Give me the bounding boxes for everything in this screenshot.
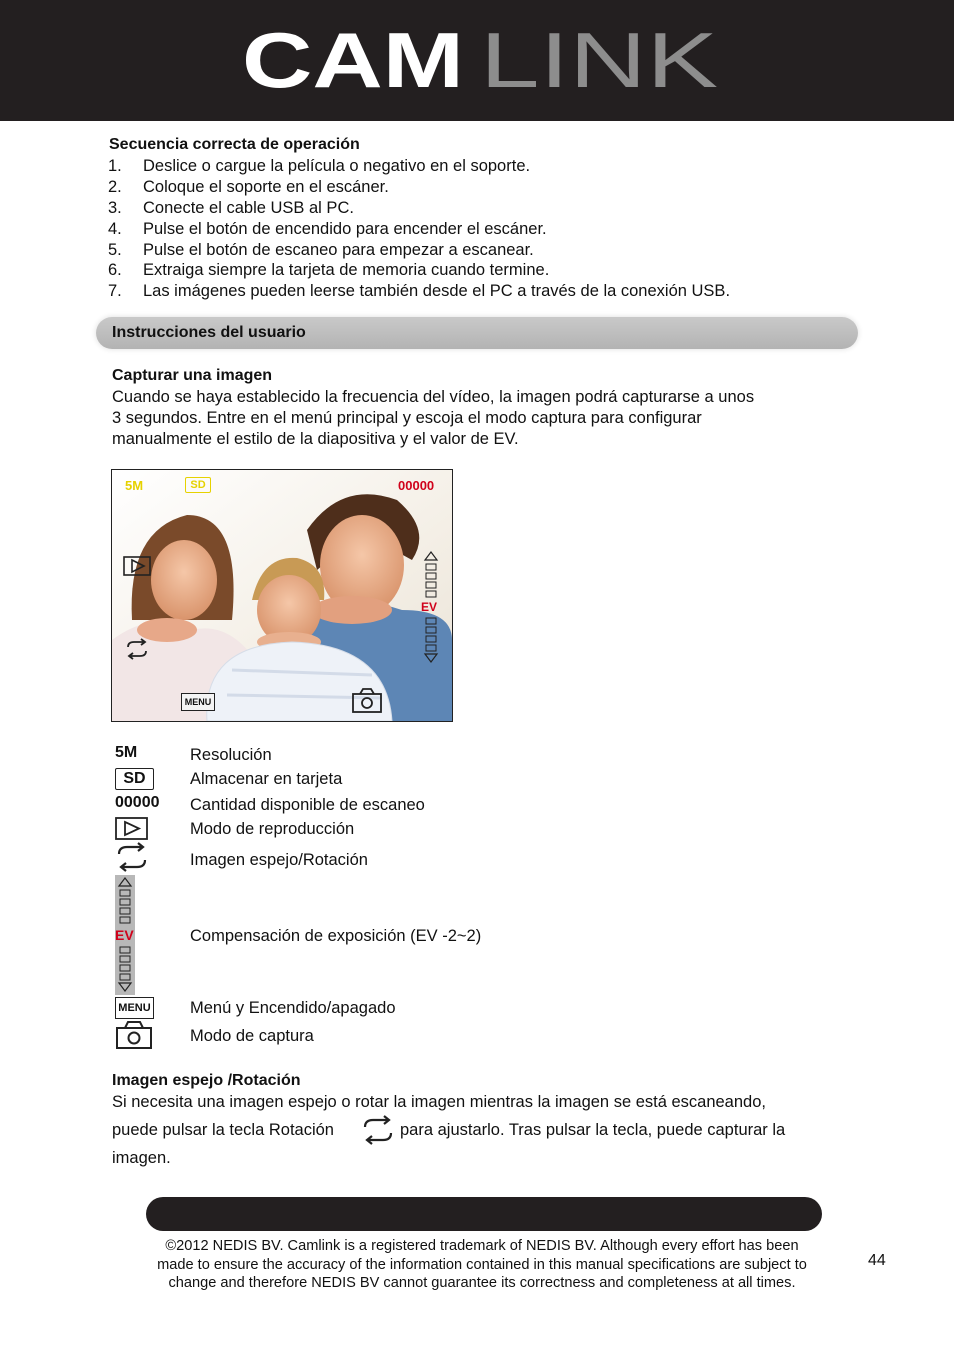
logo-link-text: LINK	[480, 30, 718, 90]
list-item: 6. Extraiga siempre la tarjeta de memoria cuando termine.	[108, 261, 550, 280]
legend-label: Cantidad disponible de escaneo	[190, 796, 425, 814]
mirror-line-2a: puede pulsar la tecla Rotación	[112, 1121, 334, 1139]
camera-icon	[351, 687, 383, 714]
list-item: 3. Conecte el cable USB al PC.	[108, 198, 354, 217]
ev-label: EV	[115, 927, 134, 943]
sd-card-icon: SD	[115, 768, 154, 790]
legend-row-ev	[115, 925, 615, 949]
legend-label: Almacenar en tarjeta	[190, 770, 343, 788]
steps-list	[108, 156, 868, 302]
rotate-icon	[115, 841, 149, 873]
legend-symbol: 00000	[115, 794, 160, 811]
list-item: 5. Pulse el botón de escaneo para empezar a escanear.	[108, 240, 534, 259]
camlink-logo	[242, 30, 722, 90]
legend-label: Resolución	[190, 746, 272, 764]
mirror-line-2b: para ajustarlo. Tras pulsar la tecla, puede capturar la	[400, 1121, 786, 1139]
legend-row-card	[115, 768, 615, 792]
section-bar	[96, 317, 858, 349]
legend-row-menu	[115, 997, 615, 1021]
legend-label: Compensación de exposición (EV -2~2)	[190, 927, 482, 945]
camera-icon	[115, 1020, 153, 1050]
menu-icon: MENU	[181, 693, 215, 711]
list-item: 7. Las imágenes pueden leerse también desde el PC a través de la conexión USB.	[108, 282, 731, 301]
footer-bar	[146, 1197, 822, 1231]
legend-row-counter	[115, 794, 615, 818]
legend-row-playback	[115, 818, 615, 842]
legend-row-resolution	[115, 744, 615, 768]
legend-row-rotation	[115, 849, 615, 873]
section-title: Instrucciones del usuario	[112, 324, 306, 341]
logo-cam-text: CAM	[242, 30, 464, 90]
menu-icon: MENU	[115, 997, 154, 1019]
capture-title: Capturar una imagen	[112, 367, 273, 384]
family-photo	[112, 470, 452, 721]
page-number: 44	[868, 1252, 886, 1269]
ev-label: EV	[421, 600, 438, 614]
legend-symbol: 5M	[115, 744, 138, 761]
mirror-title: Imagen espejo /Rotación	[112, 1072, 301, 1089]
page-header	[0, 0, 954, 121]
scanner-screen-image	[111, 469, 453, 722]
legend-label: Imagen espejo/Rotación	[190, 851, 368, 869]
capture-paragraph: Cuando se haya establecido la frecuencia del vídeo, la imagen podrá capturarse a unos 3 segundos. Entre en el menú principal y escoja el modo captura para configurar manualmente el estilo de la diapositiva y el valor de EV.	[112, 388, 755, 448]
list-item: 1. Deslice o cargue la película o negativo en el soporte.	[108, 157, 531, 175]
mirror-line-1: Si necesita una imagen espejo o rotar la imagen mientras la imagen se está escaneando,	[112, 1093, 766, 1111]
sd-card-icon: SD	[185, 477, 211, 493]
list-item: 4. Pulse el botón de encendido para encender el escáner.	[108, 219, 547, 238]
legend-label: Modo de reproducción	[190, 820, 355, 838]
sequence-title: Secuencia correcta de operación	[109, 136, 360, 153]
legend-label: Menú y Encendido/apagado	[190, 999, 396, 1017]
footer-copyright: ©2012 NEDIS BV. Camlink is a registered trademark of NEDIS BV. Although every effort has been made to ensure the accuracy of the information contained in this manual specifications are subject to change and therefore NEDIS BV cannot guarantee its correctness and completeness at all times.	[157, 1238, 807, 1291]
counter-indicator: 00000	[398, 478, 435, 493]
rotate-icon	[361, 1114, 395, 1146]
list-item: 2. Coloque el soporte en el escáner.	[108, 177, 389, 196]
legend-row-capture	[115, 1025, 615, 1049]
resolution-indicator: 5M	[125, 478, 144, 493]
legend-label: Modo de captura	[190, 1027, 314, 1045]
rotate-icon	[124, 638, 150, 660]
mirror-line-3: imagen.	[112, 1149, 171, 1167]
play-icon	[115, 817, 149, 841]
play-icon	[123, 556, 151, 576]
